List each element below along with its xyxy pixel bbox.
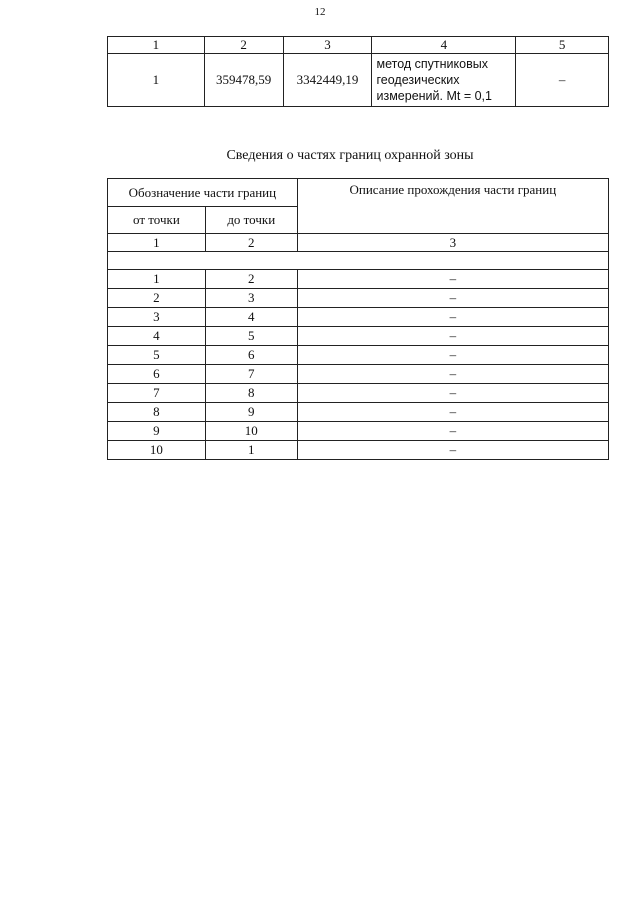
to-point-header: до точки [205,207,297,234]
to-point: 4 [205,308,297,327]
to-point: 5 [205,327,297,346]
from-point: 10 [108,441,206,460]
table-row [108,365,609,384]
coordinate-x: 359478,59 [204,54,283,107]
description: – [297,270,608,289]
to-point: 9 [205,403,297,422]
method-line: метод спутниковых [376,57,488,71]
section-title: Сведения о частях границ охранной зоны [226,148,474,163]
table-row [108,308,609,327]
description: – [297,403,608,422]
method-line: измерений. Mt = 0,1 [376,89,492,103]
boundary-parts-table [107,178,609,460]
page-number: 12 [314,6,326,18]
table-row [108,346,609,365]
from-point-header: от точки [108,207,206,234]
col-header-4: 4 [372,37,516,54]
col-number-1: 1 [108,234,206,252]
from-point: 4 [108,327,206,346]
to-point: 10 [205,422,297,441]
description: – [297,384,608,403]
from-point: 7 [108,384,206,403]
from-point: 2 [108,289,206,308]
point-number: 1 [108,54,205,107]
column-number-row [108,234,609,252]
col-header-1: 1 [108,37,205,54]
from-point: 6 [108,365,206,384]
col-header-5: 5 [516,37,609,54]
description: – [297,365,608,384]
column-5-value: – [516,54,609,107]
from-point: 3 [108,308,206,327]
from-point: 5 [108,346,206,365]
to-point: 3 [205,289,297,308]
method-description [372,54,516,107]
description-header: Описание прохождения части границ [297,179,608,234]
table-row [108,403,609,422]
table-row [108,441,609,460]
coordinate-y: 3342449,19 [283,54,372,107]
to-point: 1 [205,441,297,460]
method-line: геодезических [376,73,460,87]
to-point: 8 [205,384,297,403]
table-row [108,327,609,346]
boundary-header-row [108,179,609,207]
coordinates-header-row [108,37,609,54]
from-point: 9 [108,422,206,441]
empty-cell [108,252,609,270]
description: – [297,289,608,308]
col-number-2: 2 [205,234,297,252]
table-row [108,289,609,308]
designation-header: Обозначение части границ [108,179,298,207]
from-point: 1 [108,270,206,289]
description: – [297,346,608,365]
to-point: 2 [205,270,297,289]
description: – [297,422,608,441]
col-header-2: 2 [204,37,283,54]
from-point: 8 [108,403,206,422]
col-number-3: 3 [297,234,608,252]
description: – [297,308,608,327]
description: – [297,327,608,346]
coordinates-table [107,36,609,107]
table-row [108,270,609,289]
table-row [108,54,609,107]
empty-row [108,252,609,270]
col-header-3: 3 [283,37,372,54]
to-point: 7 [205,365,297,384]
description: – [297,441,608,460]
table-row [108,384,609,403]
table-row [108,422,609,441]
to-point: 6 [205,346,297,365]
